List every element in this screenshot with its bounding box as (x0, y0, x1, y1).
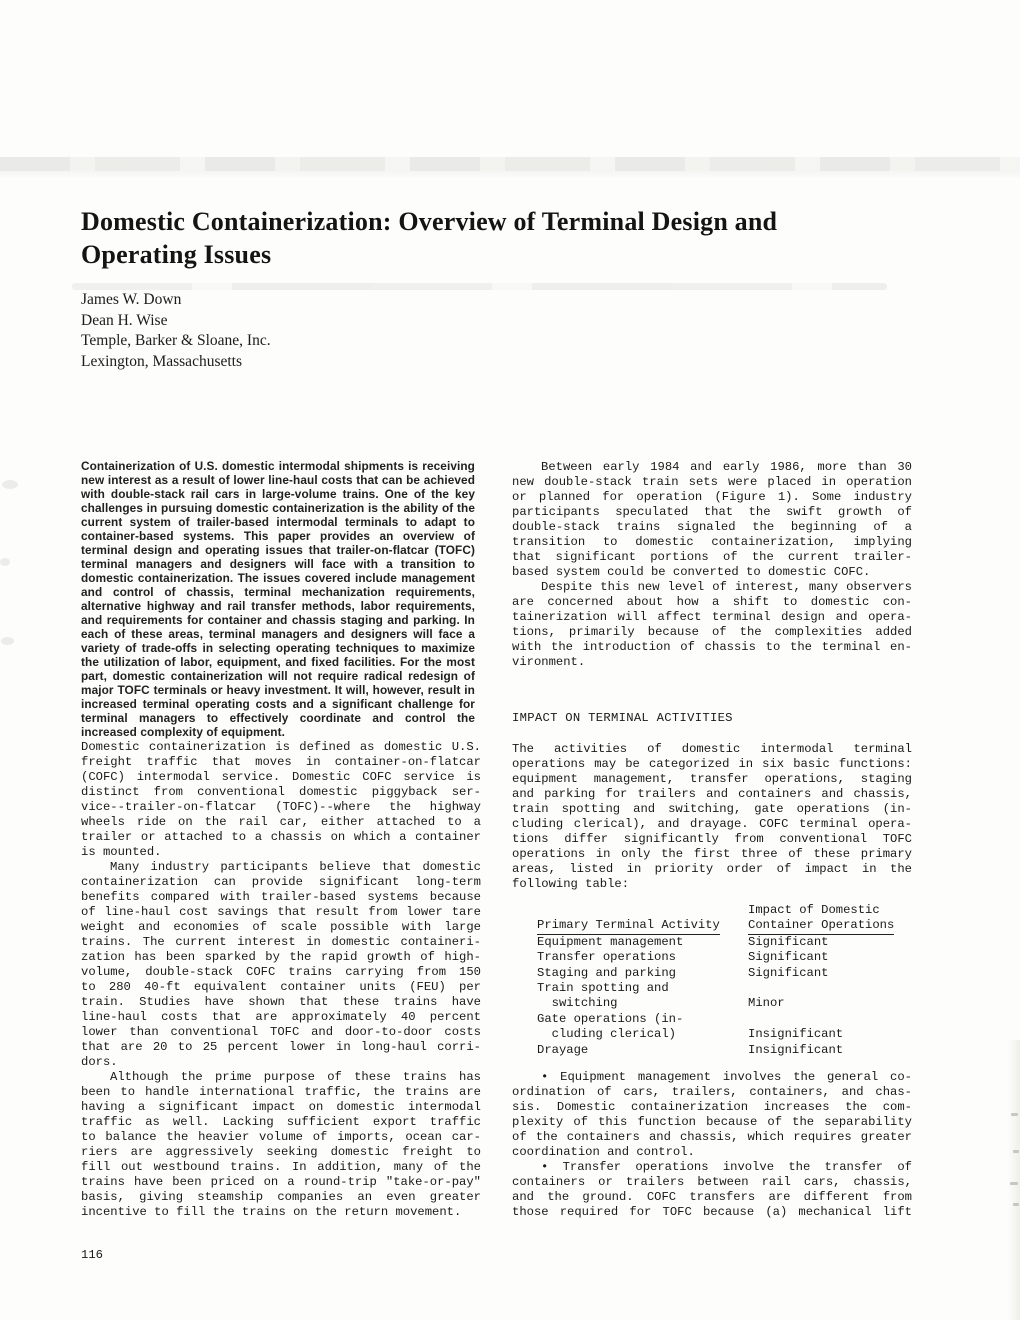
text-line: operations may be categorized in six basic functions: (512, 757, 912, 771)
table-cell-activity: Staging and parking (537, 965, 676, 980)
table-cell-impact (748, 1012, 917, 1027)
text-line: those required for TOFC because (a) mechanical lift (512, 1205, 912, 1219)
text-line: vironment. (512, 655, 586, 669)
text-line: participants speculated that the swift growth of (512, 505, 912, 519)
text-line: lower than conventional TOFC and door-to-door costs (81, 1025, 481, 1039)
text-line: weight and economies of scale possible with large (81, 920, 481, 934)
text-line: trains. The current interest in domestic containeri- (81, 935, 481, 949)
text-line: are concerned about how a shift to domestic con- (512, 595, 912, 609)
text-line: (COFC) intermodal service. Domestic COFC service is (81, 770, 481, 784)
table-cell-impact: Significant (748, 965, 829, 980)
text-line: volume, double-stack COFC trains carrying from 150 (81, 965, 481, 979)
text-line: train spotting and switching, gate operations (in- (512, 802, 912, 816)
page-number: 116 (81, 1248, 103, 1262)
table-cell-activity: switching (537, 996, 618, 1011)
text-line: based system could be converted to domestic COFC. (512, 565, 871, 579)
text-line: traffic as well. Lacking sufficient export traffic (81, 1115, 481, 1129)
table-row (537, 950, 917, 965)
text-line: or planned for operation (Figure 1). Some industry (512, 490, 912, 504)
impact-table-body (537, 935, 917, 1058)
scan-artifact-smudge (2, 480, 18, 489)
text-line: • Equipment management involves the general co- (541, 1070, 912, 1084)
text-line: containers or trailers between rail cars, chassis, (512, 1175, 912, 1189)
text-line: riers are aggressively seeking domestic freight to (81, 1145, 481, 1159)
table-cell-activity: Equipment management (537, 934, 684, 949)
text-line: • Transfer operations involve the transfer of (541, 1160, 912, 1174)
text-line: Between early 1984 and early 1986, more than 30 (541, 460, 912, 474)
page-title-line1: Domestic Containerization: Overview of Terminal Design and (81, 207, 778, 236)
author-block (81, 290, 501, 372)
scan-artifact-band-top-fade (0, 171, 1020, 178)
table-cell-activity: Transfer operations (537, 950, 676, 965)
text-line: to balance the heavier volume of imports, ocean car- (81, 1130, 481, 1144)
left-column-text (81, 740, 481, 1220)
text-line: dors. (81, 1055, 118, 1069)
text-line: of line-haul cost savings that result from lower tare (81, 905, 481, 919)
text-line: double-stack trains signaled the beginning of a (512, 520, 912, 534)
text-line: cluding clerical), and drayage. COFC terminal opera- (512, 817, 912, 831)
right-column-activities-text (512, 742, 912, 892)
table-cell-impact: Significant (748, 950, 829, 965)
scan-artifact-smudge (1, 637, 14, 645)
table-cell-activity: cluding clerical) (537, 1027, 676, 1042)
table-cell-impact: Significant (748, 934, 829, 949)
scan-artifact-smudge (0, 558, 10, 566)
text-line: tions differ significantly from conventional TOFC (512, 832, 912, 846)
text-line: Domestic containerization is defined as domestic U.S. (81, 740, 481, 754)
text-line: containerization can provide significant long-term (81, 875, 481, 889)
text-line: that are 20 to 25 percent lower in long-haul corri- (81, 1040, 481, 1054)
text-line: and the ground. COFC transfers are different from (512, 1190, 912, 1204)
text-line: transition to domestic containerization, implying (512, 535, 912, 549)
text-line: equipment management, transfer operations, staging (512, 772, 912, 786)
text-line: and parking for trailers and containers and chassis, (512, 787, 912, 801)
scan-artifact-edge-mark (1011, 1113, 1018, 1116)
table-row (537, 935, 917, 950)
scan-artifact-streak-under-title (72, 283, 887, 290)
table-row (537, 1043, 917, 1058)
text-line: been to handle international traffic, the trains are (81, 1085, 481, 1099)
text-line: tainerization will affect terminal design and opera- (512, 610, 912, 624)
text-line: train. Studies have shown that these trains have (81, 995, 481, 1009)
section-heading-impact: IMPACT ON TERMINAL ACTIVITIES (512, 711, 733, 725)
text-line: tions, primarily because of the complexities added (512, 625, 912, 639)
text-line: wheels ride on the rail car, either attached to a (81, 815, 481, 829)
text-line: The activities of domestic intermodal terminal (512, 742, 912, 756)
right-column-bullet-text (512, 1070, 912, 1220)
scan-artifact-band-top (0, 157, 1020, 171)
abstract-text: Containerization of U.S. domestic intermodal shipments is receiving new interest as a result of lower line-haul costs that can be achieved with double-stack rail cars in large-volume trains. One of the key challenges in pursuing domestic containerization is the ability of the current system of trailer-based intermodal terminals to adapt to container-based systems. This paper provides an overview of terminal design and operating issues that trailer-on-flatcar (TOFC) terminal managers and designers will face with a transition to domestic containerization. The issues covered include management and control of chassis, terminal mechanization requirements, alternative highway and rail transfer methods, labor requirements, and requirements for container and chassis staging and parking. In each of these areas, terminal managers and designers will face a variety of trade-offs in selecting operating techniques to maximize the utilization of labor, equipment, and fixed facilities. For the most part, domestic containerization will not require radical redesign of major TOFC terminals or heavy investment. It will, however, result in increased terminal operating costs and a significant challenge for terminal managers to effectively coordinate and control the increased complexity of equipment. (81, 459, 475, 739)
text-line: to 280 40-ft equivalent container units (FEU) per (81, 980, 481, 994)
text-line: ordination of cars, trailers, containers, and chas- (512, 1085, 912, 1099)
right-column-intro-text (512, 460, 912, 670)
author-line: Dean H. Wise (81, 311, 168, 329)
text-line: line-haul costs that are approximately 40 percent (81, 1010, 481, 1024)
text-line: Although the prime purpose of these trains has (110, 1070, 481, 1084)
table-cell-activity: Drayage (537, 1042, 589, 1057)
text-line: trains have been priced on a round-trip "take-or-pay" (81, 1175, 481, 1189)
text-line: incentive to fill the trains on the return movement. (81, 1205, 462, 1219)
table-cell-impact: Insignificant (748, 1027, 844, 1042)
text-line: Many industry participants believe that domestic (110, 860, 481, 874)
impact-table-header-top: Impact of Domestic (748, 903, 880, 917)
text-line: fill out westbound trains. In addition, many of the (81, 1160, 481, 1174)
impact-table-col1-header: Primary Terminal Activity (537, 918, 720, 934)
text-line: freight traffic that moves in container-on-flatcar (81, 755, 481, 769)
page-title-line2: Operating Issues (81, 240, 272, 269)
text-line: of the containers and chassis, which requires greater (512, 1130, 912, 1144)
table-cell-activity: Train spotting and (537, 981, 669, 996)
text-line: that significant portions of the current trailer- (512, 550, 912, 564)
scan-artifact-edge-mark (1013, 1203, 1019, 1206)
table-cell-impact: Minor (748, 996, 785, 1011)
author-line: Lexington, Massachusetts (81, 352, 243, 370)
table-row (537, 981, 917, 996)
scan-artifact-edge-mark (1013, 1150, 1019, 1153)
table-cell-impact: Insignificant (748, 1042, 844, 1057)
impact-table-header-top-row (537, 903, 917, 918)
text-line: new double-stack train sets were placed in operation (512, 475, 912, 489)
table-row (537, 1012, 917, 1027)
text-line: plexity of this function because of the separability (512, 1115, 912, 1129)
table-row (537, 966, 917, 981)
text-line: basis, giving steamship companies an even greater (81, 1190, 481, 1204)
impact-table (537, 903, 917, 1058)
text-line: trailer or attached to a chassis on which a container (81, 830, 481, 844)
scan-artifact-edge-mark (1010, 1182, 1018, 1185)
page-title (81, 205, 901, 271)
text-line: following table: (512, 877, 630, 891)
text-line: benefits compared with trailer-based systems because (81, 890, 481, 904)
author-line: James W. Down (81, 291, 182, 308)
text-line: vice--trailer-on-flatcar (TOFC)--where the highway (81, 800, 481, 814)
text-line: Despite this new level of interest, many observers (541, 580, 912, 594)
impact-table-header-row (537, 918, 917, 934)
author-line: Temple, Barker & Sloane, Inc. (81, 332, 271, 349)
table-row (537, 1027, 917, 1042)
impact-table-header-spacer (537, 903, 748, 918)
text-line: operations in only the first three of these primary (512, 847, 912, 861)
text-line: areas, listed in priority order of impact in the (512, 862, 912, 876)
text-line: sis. Domestic containerization increases the com- (512, 1100, 912, 1114)
text-line: zation has been sparked by the rapid growth of high- (81, 950, 481, 964)
text-line: is mounted. (81, 845, 162, 859)
text-line: distinct from conventional domestic piggyback ser- (81, 785, 481, 799)
scan-artifact-edge-strip (1008, 1040, 1020, 1320)
text-line: coordination and control. (512, 1145, 695, 1159)
table-cell-activity: Gate operations (in- (537, 1011, 684, 1026)
text-line: with the introduction of chassis to the terminal en- (512, 640, 912, 654)
table-cell-impact (748, 981, 917, 996)
impact-table-col2-header: Container Operations (748, 918, 894, 934)
text-line: having a significant impact on domestic intermodal (81, 1100, 481, 1114)
table-row (537, 996, 917, 1011)
